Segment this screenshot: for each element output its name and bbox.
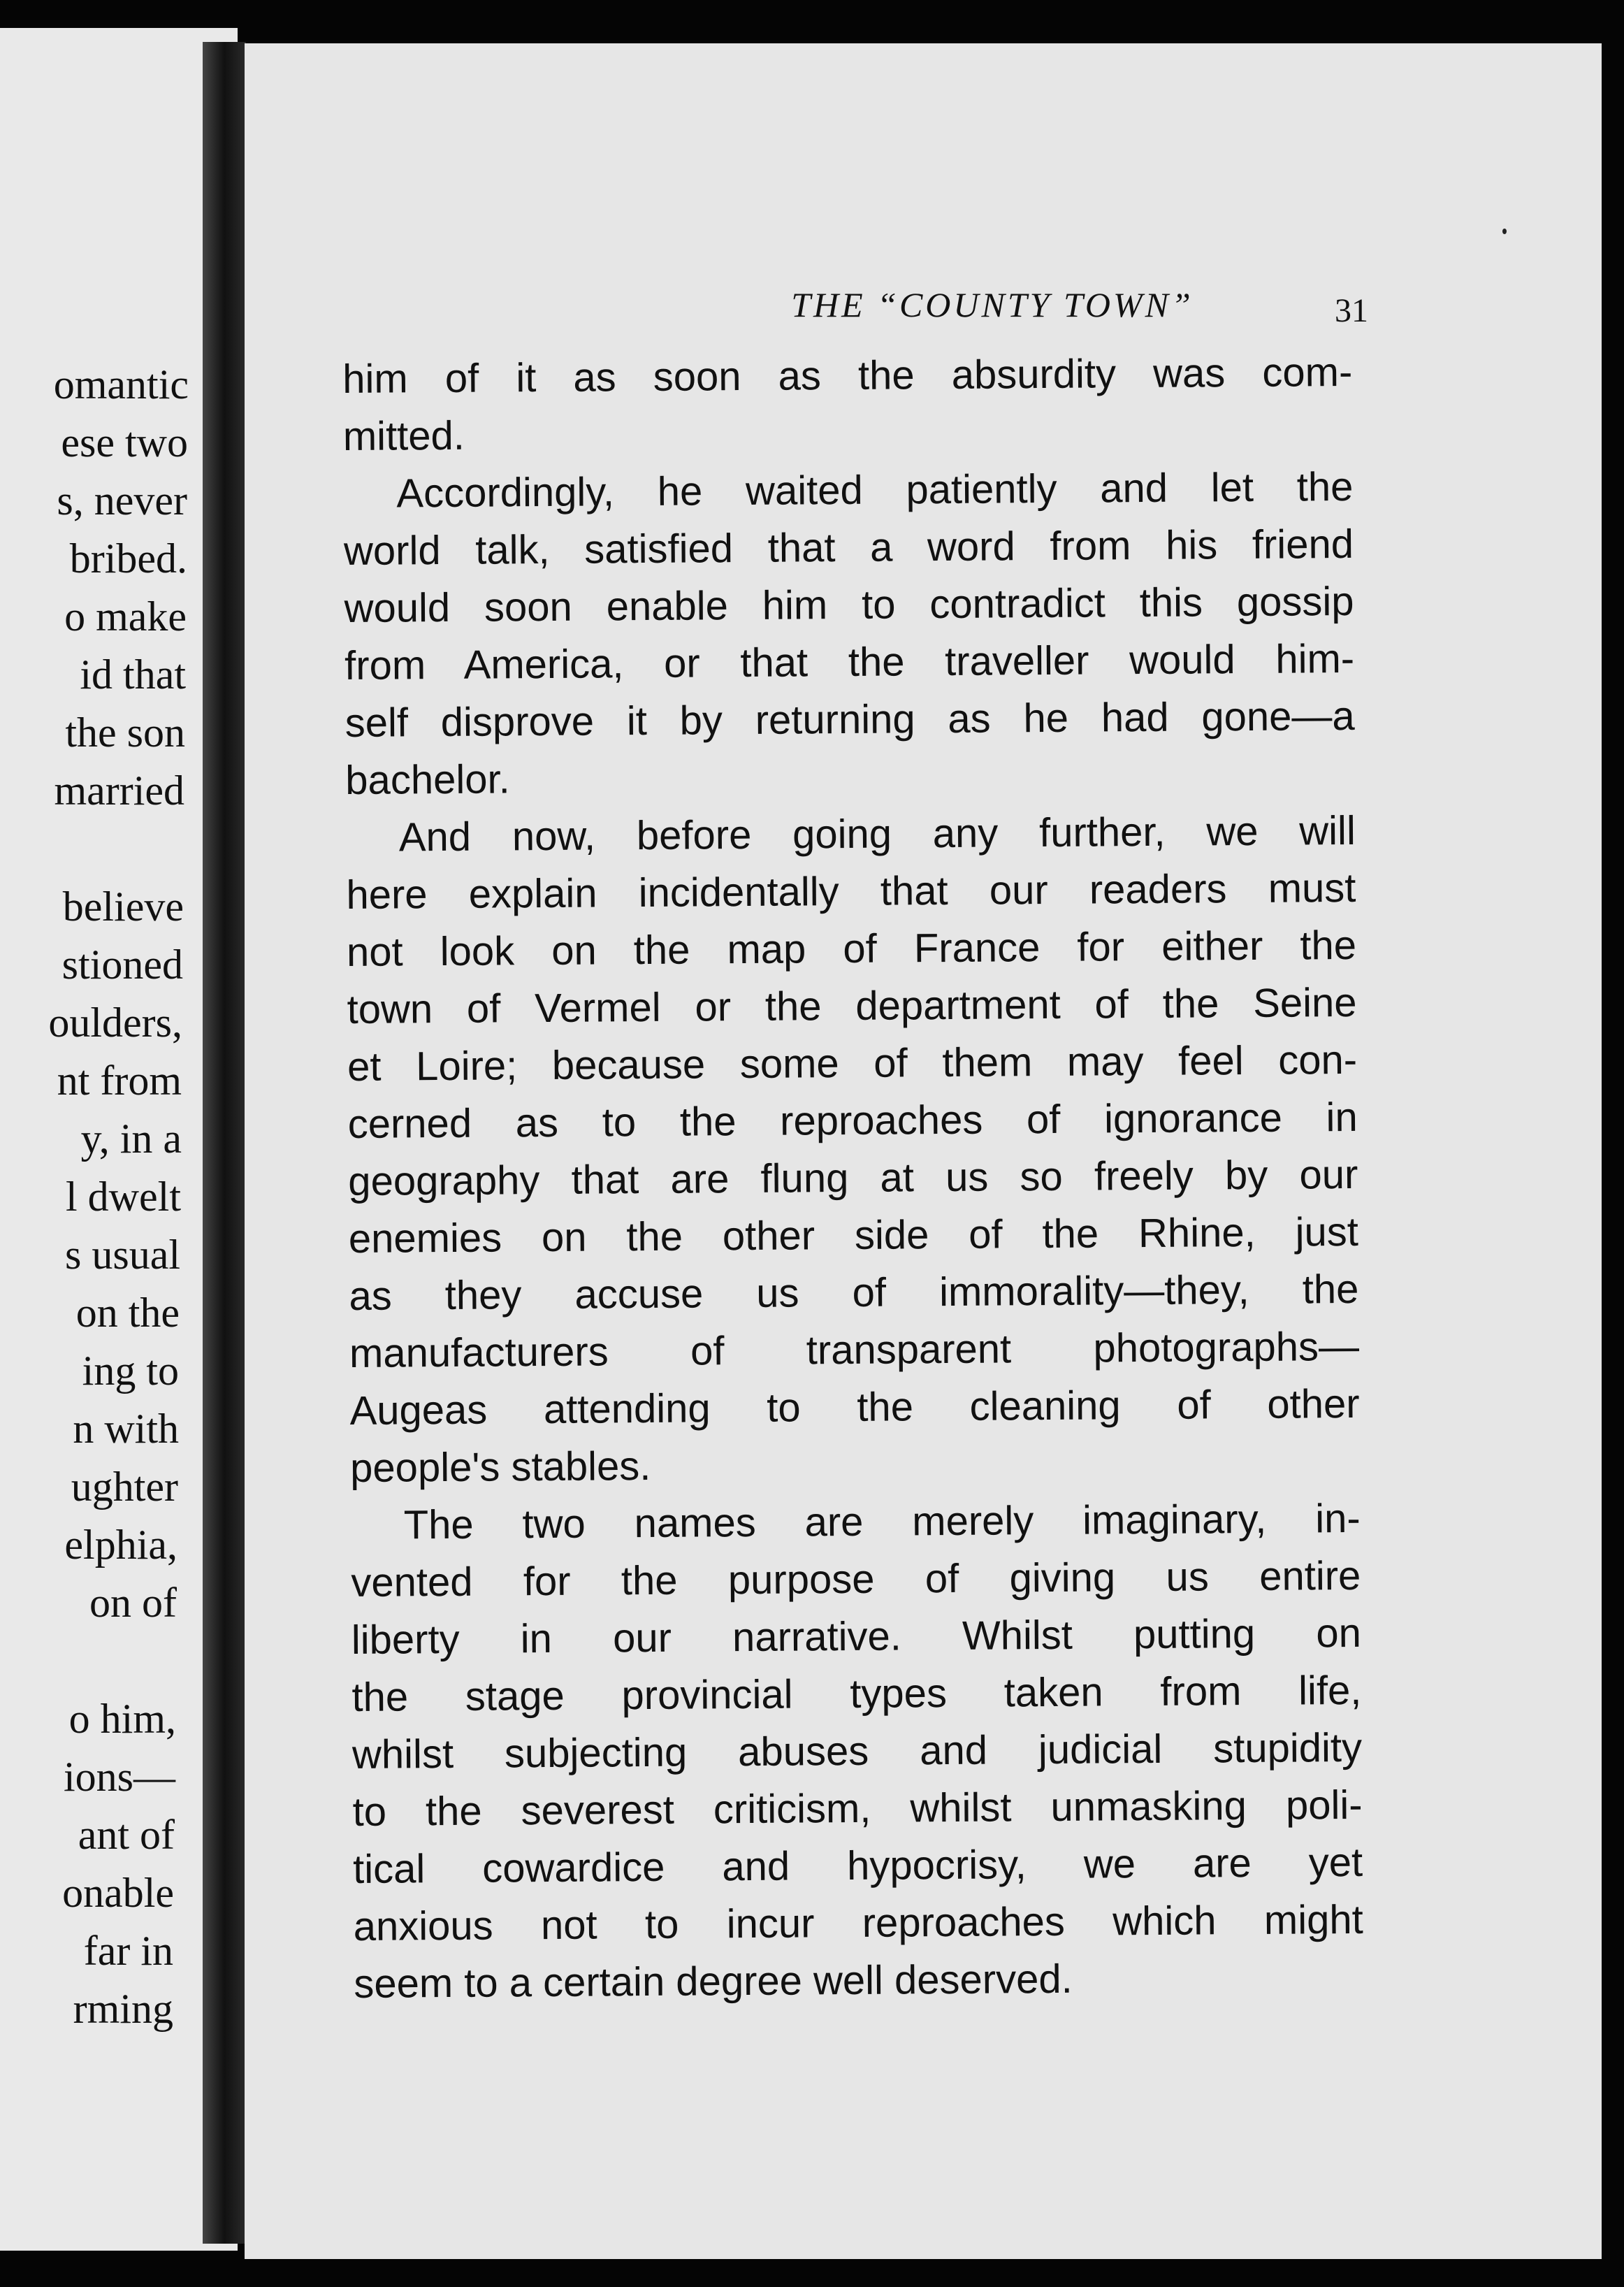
left-page-line: elphia,: [64, 1522, 177, 1568]
left-page-line: rming: [73, 1986, 173, 2032]
text-line: vented for the purpose of giving us entire: [351, 1552, 1361, 1606]
left-page-line: onable: [62, 1870, 174, 1916]
text-line: world talk, satisfied that a word from his friend: [343, 521, 1354, 574]
left-page-line: on the: [75, 1290, 180, 1336]
left-page-line: o him,: [68, 1696, 176, 1742]
left-page-line: ant of: [78, 1812, 175, 1858]
paragraph: [346, 802, 1361, 1497]
right-page: [245, 43, 1602, 2259]
left-page-line: s, never: [57, 477, 187, 524]
text-line: Augeas attending to the cleaning of other: [349, 1380, 1360, 1434]
text-line: from America, or that the traveller would him-: [344, 635, 1355, 688]
left-page-line: far in: [83, 1928, 173, 1974]
left-page-line: l dwelt: [66, 1174, 181, 1220]
left-facing-page: [0, 28, 238, 2251]
scan-speck: [1502, 229, 1507, 234]
left-page-line: the son: [65, 709, 185, 756]
text-line: self disprove it by returning as he had gone—a: [345, 693, 1355, 746]
left-page-line: ese two: [61, 419, 188, 466]
text-line: geography that are flung at us so freely by our: [348, 1151, 1358, 1204]
text-line: seem to a certain degree well deserved.: [354, 1956, 1073, 2007]
text-line: would soon enable him to contradict this gossip: [344, 578, 1354, 631]
text-line: liberty in our narrative. Whilst putting on: [351, 1610, 1362, 1663]
text-line: cerned as to the reproaches of ignorance in: [347, 1094, 1358, 1147]
text-line: people's stables.: [349, 1443, 651, 1491]
text-line: whilst subjecting abuses and judicial stupidity: [351, 1724, 1363, 1777]
page-number: 31: [1335, 292, 1368, 329]
text-line: tical cowardice and hypocrisy, we are yet: [352, 1839, 1363, 1892]
left-page-line: married: [54, 767, 184, 814]
text-line: Accordingly, he waited patiently and let the: [396, 463, 1354, 517]
left-page-line: nt from: [57, 1058, 182, 1104]
paragraph: [343, 459, 1355, 809]
text-line: et Loire; because some of them may feel con-: [347, 1037, 1358, 1090]
paragraph: [350, 1490, 1363, 2013]
left-page-line: oulders,: [48, 1000, 182, 1046]
left-page-line: id that: [80, 651, 186, 698]
text-line: as they accuse us of immorality—they, the: [349, 1266, 1359, 1319]
left-page-line: s usual: [65, 1232, 180, 1278]
left-page-line: ing to: [82, 1348, 179, 1394]
text-line: the stage provincial types taken from life,: [351, 1667, 1362, 1720]
left-page-line: ughter: [71, 1464, 178, 1510]
text-line: manufacturers of transparent photographs—: [349, 1323, 1360, 1376]
left-page-line: o make: [64, 593, 187, 640]
text-line: anxious not to incur reproaches which might: [353, 1896, 1363, 1949]
left-page-line: n with: [73, 1406, 179, 1452]
text-line: mitted.: [342, 412, 465, 459]
left-page-line: ions—: [63, 1754, 175, 1800]
text-line: him of it as soon as the absurdity was com-: [342, 349, 1353, 402]
text-line: bachelor.: [345, 756, 510, 803]
text-line: here explain incidentally that our readers must: [346, 865, 1356, 918]
left-page-line: believe: [62, 883, 184, 930]
left-page-line: y, in a: [80, 1116, 182, 1162]
left-page-line: stioned: [61, 942, 183, 988]
running-head: THE “COUNTY TOWN”: [791, 285, 1194, 324]
paragraph: [342, 344, 1353, 466]
left-page-line: on of: [89, 1580, 177, 1626]
binding-gutter: [203, 42, 246, 2244]
text-line: The two names are merely imaginary, in-: [403, 1495, 1361, 1548]
text-line: enemies on the other side of the Rhine, just: [348, 1209, 1359, 1262]
left-page-line: bribed.: [69, 535, 187, 582]
text-line: to the severest criticism, whilst unmasking poli-: [352, 1782, 1363, 1835]
text-line: town of Vermel or the department of the Seine: [347, 979, 1357, 1032]
text-line: And now, before going any further, we will: [398, 807, 1356, 860]
left-page-line: omantic: [53, 361, 189, 407]
text-line: not look on the map of France for either the: [346, 922, 1357, 975]
body-text: [342, 344, 1364, 2013]
